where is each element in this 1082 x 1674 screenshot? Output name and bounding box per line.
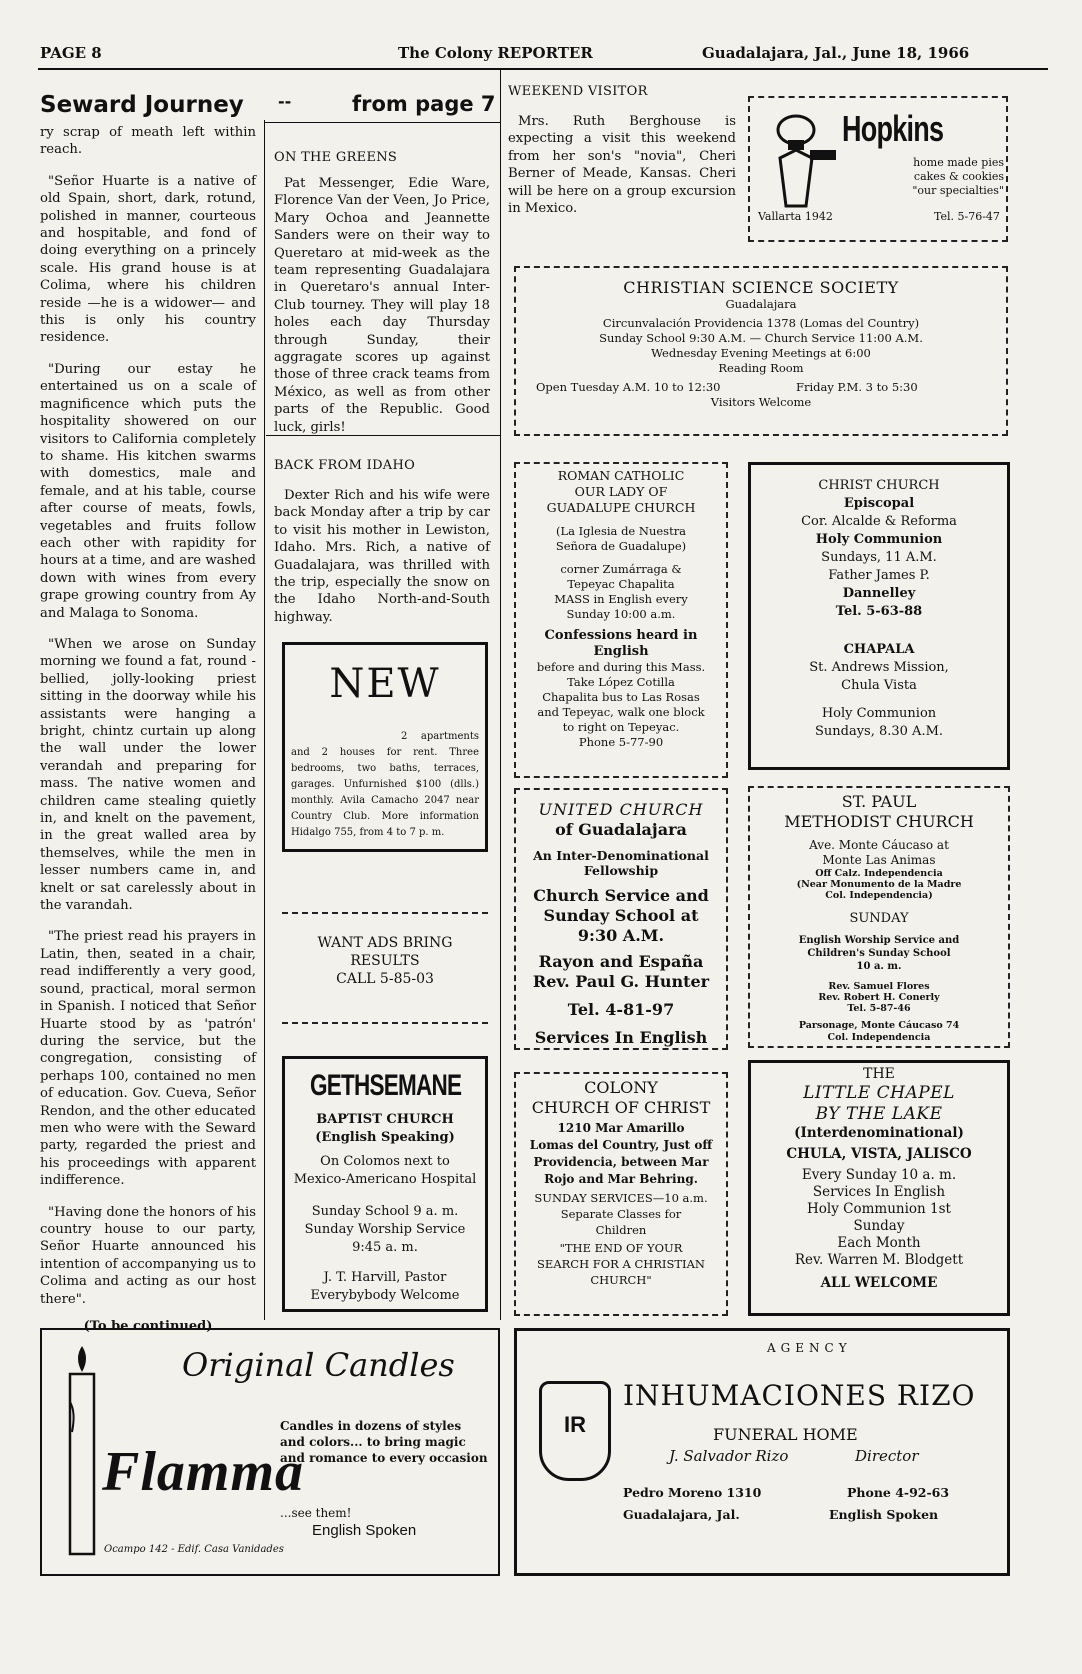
ccc-line: COLONY <box>584 1078 658 1097</box>
cc-line: Sundays, 11 A.M. <box>821 550 937 565</box>
cc-line: Sundays, 8.30 A.M. <box>814 724 944 739</box>
mc-line: English Worship Service and <box>798 935 960 946</box>
rizo-role: Director <box>855 1447 919 1465</box>
lc-line: Services In English <box>812 1184 946 1200</box>
story-title-rule <box>264 122 500 123</box>
idaho-article <box>274 458 490 626</box>
mc-line: Monte Las Animas <box>822 853 936 867</box>
gethsemane-title: GETHSEMANE <box>310 1069 462 1102</box>
cs-wednesday: Wednesday Evening Meetings at 6:00 <box>651 346 871 360</box>
mc-line: Col. Independencia <box>827 1032 931 1043</box>
column-rule-2 <box>500 70 501 1320</box>
ccc-line: "THE END OF YOUR <box>559 1241 683 1255</box>
uc-line: Rayon and España <box>538 952 704 971</box>
hopkins-ad <box>748 96 1008 242</box>
hopkins-line: "our specialties" <box>912 184 1004 197</box>
cs-reading-room: Reading Room <box>718 361 804 375</box>
ccc-line: SUNDAY SERVICES—10 a.m. <box>534 1191 708 1205</box>
mc-line: 10 a. m. <box>856 961 902 972</box>
ccc-line: SEARCH FOR A CHRISTIAN <box>537 1257 705 1271</box>
rc-line: Sunday 10:00 a.m. <box>566 607 676 621</box>
gethsemane-ad <box>282 1056 488 1312</box>
rizo-name: INHUMACIONES RIZO <box>623 1379 976 1412</box>
weekend-article <box>508 84 736 217</box>
lc-line: Holy Communion 1st <box>807 1201 951 1217</box>
story-paragraph: "The priest read his prayers in Latin, then, seated in a chair, read indifferently a very good, sound, practical, moral sermon in Spanish. I noticed that Señor Huarte stood by as 'patrón' during the service, but the congregation, consisting of perhaps 100, contained no men of education. Gov. Cueva, Señor Rendon, and the other educated men who were with the Seward party, regarded the priest and his proceedings with apparent indifference. <box>40 929 256 1189</box>
rc-line: and Tepeyac, walk one block <box>537 705 705 719</box>
mc-line: Tel. 5-87-46 <box>847 1003 911 1014</box>
lc-line: Sunday <box>853 1218 905 1234</box>
little-chapel-ad <box>748 1060 1010 1316</box>
rc-line: GUADALUPE CHURCH <box>546 500 696 515</box>
new-ad-title: NEW <box>329 661 441 707</box>
cs-welcome: Visitors Welcome <box>710 395 812 409</box>
ccc-line: Providencia, between Mar <box>533 1155 709 1169</box>
want-ads-box <box>282 912 488 1024</box>
lc-line: Every Sunday 10 a. m. <box>801 1167 957 1183</box>
greens-rule <box>266 435 500 436</box>
candles-english-spoken: English Spoken <box>312 1522 417 1539</box>
lc-line: (Interdenominational) <box>794 1125 964 1141</box>
greens-body: Pat Messenger, Edie Ware, Florence Van der Veen, Jo Price, Mary Ochoa and Jeannette Sanders were on their way to Queretaro at mid-week as the team representing Guadalajara in Queretaro's annual Inter-Club tourney. They will play 18 holes each day Thursday through Sunday, their aggragate scores up against those of three crack teams from México, as well as from other parts of the Republic. Good luck, girls! <box>274 176 490 435</box>
mc-line: Col. Independencia) <box>825 890 933 901</box>
hopkins-line: cakes & cookies <box>913 170 1004 183</box>
cc-line: Father James P. <box>828 568 930 583</box>
rizo-agency: AGENCY <box>767 1341 852 1355</box>
uc-line: Church Service and <box>533 886 709 905</box>
story-title: Seward Journey <box>40 92 244 118</box>
story-paragraph: "Having done the honors of his country house to our party, Señor Huarte announced his intention of accompanying us to Colima and acting as our host there". <box>40 1204 256 1307</box>
cc-line: Episcopal <box>843 496 915 511</box>
rizo-address: Pedro Moreno 1310 <box>623 1485 762 1500</box>
story-paragraph: ry scrap of meath left within reach. <box>40 125 256 158</box>
dateline: Guadalajara, Jal., June 18, 1966 <box>702 44 970 62</box>
colony-church-ad <box>514 1072 728 1316</box>
rc-line: Take López Cotilla <box>567 675 675 689</box>
rc-line: Señora de Guadalupe) <box>555 539 687 553</box>
cc-line: Tel. 5-63-88 <box>835 604 923 619</box>
rizo-logo-text: IR <box>564 1412 586 1437</box>
idaho-heading: BACK FROM IDAHO <box>274 458 416 473</box>
cc-line: Holy Communion <box>821 706 937 721</box>
header-rule <box>38 68 1048 70</box>
gethsemane-line: (English Speaking) <box>315 1130 455 1145</box>
uc-line: Tel. 4-81-97 <box>567 1000 675 1019</box>
methodist-ad <box>748 786 1010 1048</box>
greens-article <box>274 150 490 436</box>
mc-line: (Near Monumento de la Madre <box>796 879 962 890</box>
rizo-ad <box>514 1328 1010 1576</box>
hopkins-tel: Tel. 5-76-47 <box>934 210 1000 223</box>
gethsemane-line: Everybybody Welcome <box>310 1288 460 1303</box>
ccc-line: Children <box>595 1223 647 1237</box>
gethsemane-line: J. T. Harvill, Pastor <box>323 1270 447 1285</box>
lc-line: LITTLE CHAPEL <box>803 1083 955 1103</box>
rizo-phone: Phone 4-92-63 <box>847 1485 950 1500</box>
rc-line: ROMAN CATHOLIC <box>557 468 685 483</box>
mc-line: Rev. Samuel Flores <box>828 981 930 992</box>
rizo-logo <box>539 1381 611 1481</box>
ccc-line: Separate Classes for <box>560 1207 682 1221</box>
hopkins-name: Hopkins <box>842 108 944 149</box>
cs-services: Sunday School 9:30 A.M. — Church Service 11:00 A.M. <box>599 331 923 345</box>
page-header <box>0 44 1082 68</box>
cc-line: St. Andrews Mission, <box>809 660 949 675</box>
cc-line: CHAPALA <box>843 642 915 657</box>
uc-line: Services In English <box>534 1028 708 1047</box>
title-dash: -- <box>278 92 292 111</box>
uc-line: UNITED CHURCH <box>538 800 704 819</box>
weekend-body: Mrs. Ruth Berghouse is expecting a visit this weekend from her son's "novia", Cheri Berner of Meade, Kansas. Cheri will be here on a group excursion in Mexico. <box>508 114 736 217</box>
rc-line: corner Zumárraga & <box>560 562 682 576</box>
cc-line: Cor. Alcalde & Reforma <box>801 514 957 529</box>
ccc-line: CHURCH" <box>590 1273 652 1287</box>
column-rule-1 <box>264 120 265 1320</box>
uc-line: Sunday School at <box>543 906 699 925</box>
rc-line: Tepeyac Chapalita <box>567 577 675 591</box>
rc-line: Phone 5-77-90 <box>578 735 664 749</box>
rizo-english-spoken: English Spoken <box>829 1507 939 1522</box>
new-ad-body: 2 apartments and 2 houses for rent. Three bedrooms, two baths, terraces, garages. Unfurnished $100 (dlls.) monthly. Avila Camacho 2047 near Country Club. More information Hidalgo 755, from 4 to 7 p. m. <box>291 731 479 838</box>
cc-line: Dannelley <box>842 586 916 601</box>
lc-line: THE <box>863 1066 895 1082</box>
want-ads-line-3: CALL 5-85-03 <box>336 971 434 987</box>
story-body <box>40 124 256 1335</box>
rc-line: MASS in English every <box>554 592 688 606</box>
mc-line: METHODIST CHURCH <box>784 812 974 831</box>
rc-line: Chapalita bus to Las Rosas <box>542 690 700 704</box>
mc-line: Rev. Robert H. Conerly <box>818 992 940 1003</box>
united-church-ad <box>514 788 728 1050</box>
uc-line: Rev. Paul G. Hunter <box>532 972 710 991</box>
ccc-line: CHURCH OF CHRIST <box>531 1098 711 1117</box>
cc-line: CHRIST CHURCH <box>818 478 940 493</box>
page-number: PAGE 8 <box>40 44 102 62</box>
rizo-person: J. Salvador Rizo <box>669 1447 789 1465</box>
mc-line: SUNDAY <box>849 911 909 926</box>
rc-line: to right on Tepeyac. <box>562 720 680 734</box>
cs-title: CHRISTIAN SCIENCE SOCIETY <box>623 278 899 297</box>
gethsemane-line: On Colomos next to <box>320 1154 450 1169</box>
idaho-body: Dexter Rich and his wife were back Monday after a trip by car to visit his mother in Lewiston, Idaho. Mrs. Rich, a native of Guadalajara, was thrilled with the trip, especially the snow on the Idaho North-and-South highway. <box>274 488 490 625</box>
ccc-line: Rojo and Mar Behring. <box>544 1172 698 1186</box>
ccc-line: 1210 Mar Amarillo <box>557 1121 685 1135</box>
mc-line: Children's Sunday School <box>807 948 951 959</box>
gethsemane-line: BAPTIST CHURCH <box>316 1112 454 1127</box>
candles-body: Candles in dozens of styles and colors... to bring magic and romance to every occasion <box>280 1419 488 1465</box>
lc-line: BY THE LAKE <box>815 1104 943 1124</box>
rc-line: OUR LADY OF <box>574 484 668 499</box>
christian-science-ad <box>514 266 1008 436</box>
lc-line: ALL WELCOME <box>820 1275 938 1291</box>
uc-line: An Inter-Denominational <box>533 848 709 863</box>
hopkins-line: home made pies <box>913 156 1004 169</box>
flamma-brand: Flamma <box>102 1441 305 1503</box>
uc-line: of Guadalajara <box>555 820 687 839</box>
uc-line: Fellowship <box>583 863 659 878</box>
weekend-heading: WEEKEND VISITOR <box>508 84 648 99</box>
continued-note: (To be continued) <box>83 1319 213 1334</box>
hopkins-address: Vallarta 1942 <box>758 210 833 223</box>
cs-address: Circunvalación Providencia 1378 (Lomas del Country) <box>602 316 920 330</box>
uc-line: 9:30 A.M. <box>577 926 665 945</box>
cs-open-left: Open Tuesday A.M. 10 to 12:30 <box>536 380 721 394</box>
rc-line: Confessions heard in English <box>544 628 698 659</box>
want-ads-line-2: RESULTS <box>350 953 420 969</box>
lc-line: Rev. Warren M. Blodgett <box>794 1252 964 1268</box>
candles-ad <box>40 1328 500 1576</box>
candle-icon <box>62 1342 102 1562</box>
rizo-funeral-home: FUNERAL HOME <box>713 1425 858 1444</box>
cs-open-right: Friday P.M. 3 to 5:30 <box>796 380 918 394</box>
story-paragraph: "During our estay he entertained us on a scale of magnificence which puts the hospitality showered on our visitors to California completely to shame. His kitchen swarms with domestics, male and female, and at his table, course after course of meats, fowls, vegetables and fruits follow each other with rapidity for hours at a time, and are washed down with wines from every grape growing country from Ay and Malaga to Sonoma. <box>40 361 256 621</box>
ccc-line: Lomas del Country, Just off <box>529 1138 713 1152</box>
mc-line: Ave. Monte Cáucaso at <box>809 838 949 852</box>
christ-church-ad <box>748 462 1010 770</box>
mc-line: ST. PAUL <box>841 792 917 811</box>
gethsemane-line: Sunday School 9 a. m. <box>311 1204 459 1219</box>
cs-city: Guadalajara <box>725 297 797 311</box>
want-ads-line-1: WANT ADS BRING <box>317 935 453 951</box>
story-paragraph: "Señor Huarte is a native of old Spain, short, dark, rotund, polished in manner, courteous and hospitable, and fond of doing everything on a princely scale. His grand house is at Colima, where his children reside —he is a widower— and this is only his country residence. <box>40 173 256 346</box>
roman-catholic-ad <box>514 462 728 778</box>
rc-line: before and during this Mass. <box>536 660 706 674</box>
rc-line: (La Iglesia de Nuestra <box>555 524 687 538</box>
lc-line: CHULA, VISTA, JALISCO <box>786 1146 972 1162</box>
mc-line: Parsonage, Monte Cáucaso 74 <box>798 1020 960 1031</box>
new-rental-ad <box>282 642 488 852</box>
rizo-city: Guadalajara, Jal. <box>623 1507 740 1522</box>
paper-name: The Colony REPORTER <box>398 44 593 62</box>
candles-see-them: ...see them! <box>280 1506 352 1520</box>
gethsemane-line: Sunday Worship Service <box>304 1222 466 1237</box>
lc-line: Each Month <box>837 1235 921 1251</box>
gethsemane-line: Mexico-Americano Hospital <box>293 1172 477 1187</box>
cc-line: Chula Vista <box>841 678 917 693</box>
candles-address: Ocampo 142 - Edif. Casa Vanidades <box>104 1544 284 1555</box>
candles-title: Original Candles <box>182 1346 455 1384</box>
mc-line: Off Calz. Independencia <box>815 868 943 879</box>
greens-heading: ON THE GREENS <box>274 150 398 165</box>
story-jump-line: from page 7 <box>352 92 496 116</box>
story-paragraph: "When we arose on Sunday morning we found a fat, round -bellied, jolly-looking priest sitting in the doorway while his assistants were hanging a bright, chintz curtain up along the wall under the lower verandah and preparing for mass. The native women and children came stealing quietly in, and knelt on the pavement, in the great walled area by themselves, while the men in lesser numbers came in, and knelt or sat carelessly about in the varandah. <box>40 636 256 914</box>
cc-line: Holy Communion <box>815 532 943 547</box>
gethsemane-line: 9:45 a. m. <box>352 1240 418 1255</box>
